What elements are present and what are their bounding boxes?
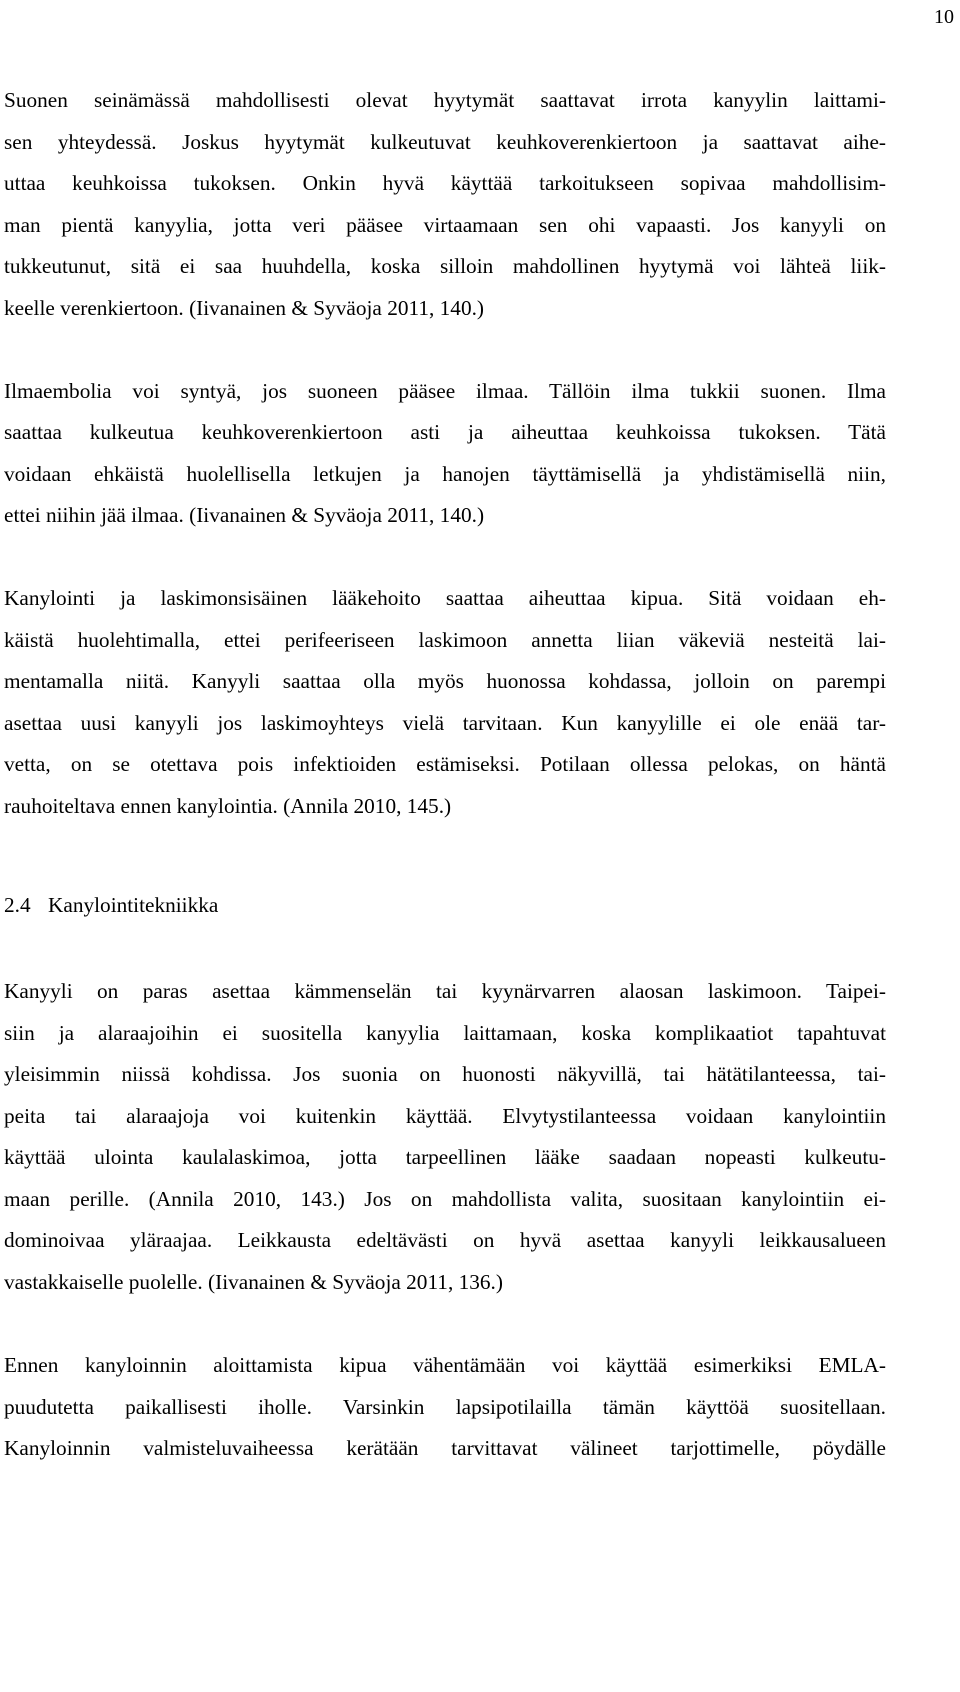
paragraph-2-line-3: voidaan ehkäistä huolellisella letkujen ja hanojen täyttämisellä ja yhdistämisellä niin, — [4, 462, 886, 486]
paragraph-4-line-3: yleisimmin niissä kohdissa. Jos suonia on huonosti näkyvillä, tai hätätilanteessa, tai- — [4, 1062, 886, 1086]
paragraph-4-line-6: maan perille. (Annila 2010, 143.) Jos on mahdollista valita, suositaan kanylointiin ei- — [4, 1187, 886, 1211]
paragraph-3-line-4: asettaa uusi kanyyli jos laskimoyhteys vielä tarvitaan. Kun kanyylille ei ole enää tar- — [4, 711, 886, 735]
section-heading-number: 2.4 — [4, 893, 31, 917]
paragraph-1-line-2: sen yhteydessä. Joskus hyytymät kulkeutuvat keuhkoverenkiertoon ja saattavat aihe- — [4, 130, 886, 154]
paragraph-3-line-6: rauhoiteltava ennen kanylointia. (Annila 2010, 145.) — [4, 794, 452, 818]
paragraph-4-line-5: käyttää ulointa kaulalaskimoa, jotta tarpeellinen lääke saadaan nopeasti kulkeutu- — [4, 1145, 886, 1169]
paragraph-2-line-4: ettei niihin jää ilmaa. (Iivanainen & Syväoja 2011, 140.) — [4, 503, 485, 527]
paragraph-4-line-2: siin ja alaraajoihin ei suositella kanyylia laittamaan, koska komplikaatiot tapahtuvat — [4, 1021, 886, 1045]
paragraph-5-line-3: Kanyloinnin valmisteluvaiheessa kerätään tarvittavat välineet tarjottimelle, pöydälle — [4, 1436, 886, 1460]
paragraph-4-line-1: Kanyyli on paras asettaa kämmenselän tai kyynärvarren alaosan laskimoon. Taipei- — [4, 979, 886, 1003]
paragraph-3-line-2: käistä huolehtimalla, ettei perifeeriseen laskimoon annetta liian väkeviä nesteitä lai- — [4, 628, 886, 652]
paragraph-5-line-2: puudutetta paikallisesti iholle. Varsinkin lapsipotilailla tämän käyttöä suositellaan. — [4, 1395, 886, 1419]
page-number: 10 — [934, 6, 954, 28]
paragraph-3-line-1: Kanylointi ja laskimonsisäinen lääkehoito saattaa aiheuttaa kipua. Sitä voidaan eh- — [4, 586, 886, 610]
paragraph-2-line-2: saattaa kulkeutua keuhkoverenkiertoon asti ja aiheuttaa keuhkoissa tukoksen. Tätä — [4, 420, 886, 444]
paragraph-4-line-8: vastakkaiselle puolelle. (Iivanainen & Syväoja 2011, 136.) — [4, 1270, 503, 1294]
paragraph-1-line-5: tukkeutunut, sitä ei saa huuhdella, koska silloin mahdollinen hyytymä voi lähteä liik- — [4, 254, 886, 278]
paragraph-4-line-7: dominoivaa yläraajaa. Leikkausta edeltävästi on hyvä asettaa kanyyli leikkausalueen — [4, 1228, 886, 1252]
paragraph-2-line-1: Ilmaembolia voi syntyä, jos suoneen pääsee ilmaa. Tällöin ilma tukkii suonen. Ilma — [4, 379, 886, 403]
section-heading-text: Kanylointitekniikka — [48, 893, 219, 917]
paragraph-4-line-4: peita tai alaraajoja voi kuitenkin käyttää. Elvytystilanteessa voidaan kanylointiin — [4, 1104, 886, 1128]
section-heading — [4, 890, 886, 920]
paragraph-3-line-5: vetta, on se otettava pois infektioiden estämiseksi. Potilaan ollessa pelokas, on häntä — [4, 752, 886, 776]
paragraph-1-line-1: Suonen seinämässä mahdollisesti olevat hyytymät saattavat irrota kanyylin laittami- — [4, 88, 886, 112]
paragraph-1-line-4: man pientä kanyylia, jotta veri pääsee virtaamaan sen ohi vapaasti. Jos kanyyli on — [4, 213, 886, 237]
paragraph-1-line-6: keelle verenkiertoon. (Iivanainen & Syväoja 2011, 140.) — [4, 296, 485, 320]
paragraph-5-line-1: Ennen kanyloinnin aloittamista kipua vähentämään voi käyttää esimerkiksi EMLA- — [4, 1353, 886, 1377]
paragraph-3-line-3: mentamalla niitä. Kanyyli saattaa olla myös huonossa kohdassa, jolloin on parempi — [4, 669, 886, 693]
paragraph-1-line-3: uttaa keuhkoissa tukoksen. Onkin hyvä käyttää tarkoitukseen sopivaa mahdollisim- — [4, 171, 886, 195]
